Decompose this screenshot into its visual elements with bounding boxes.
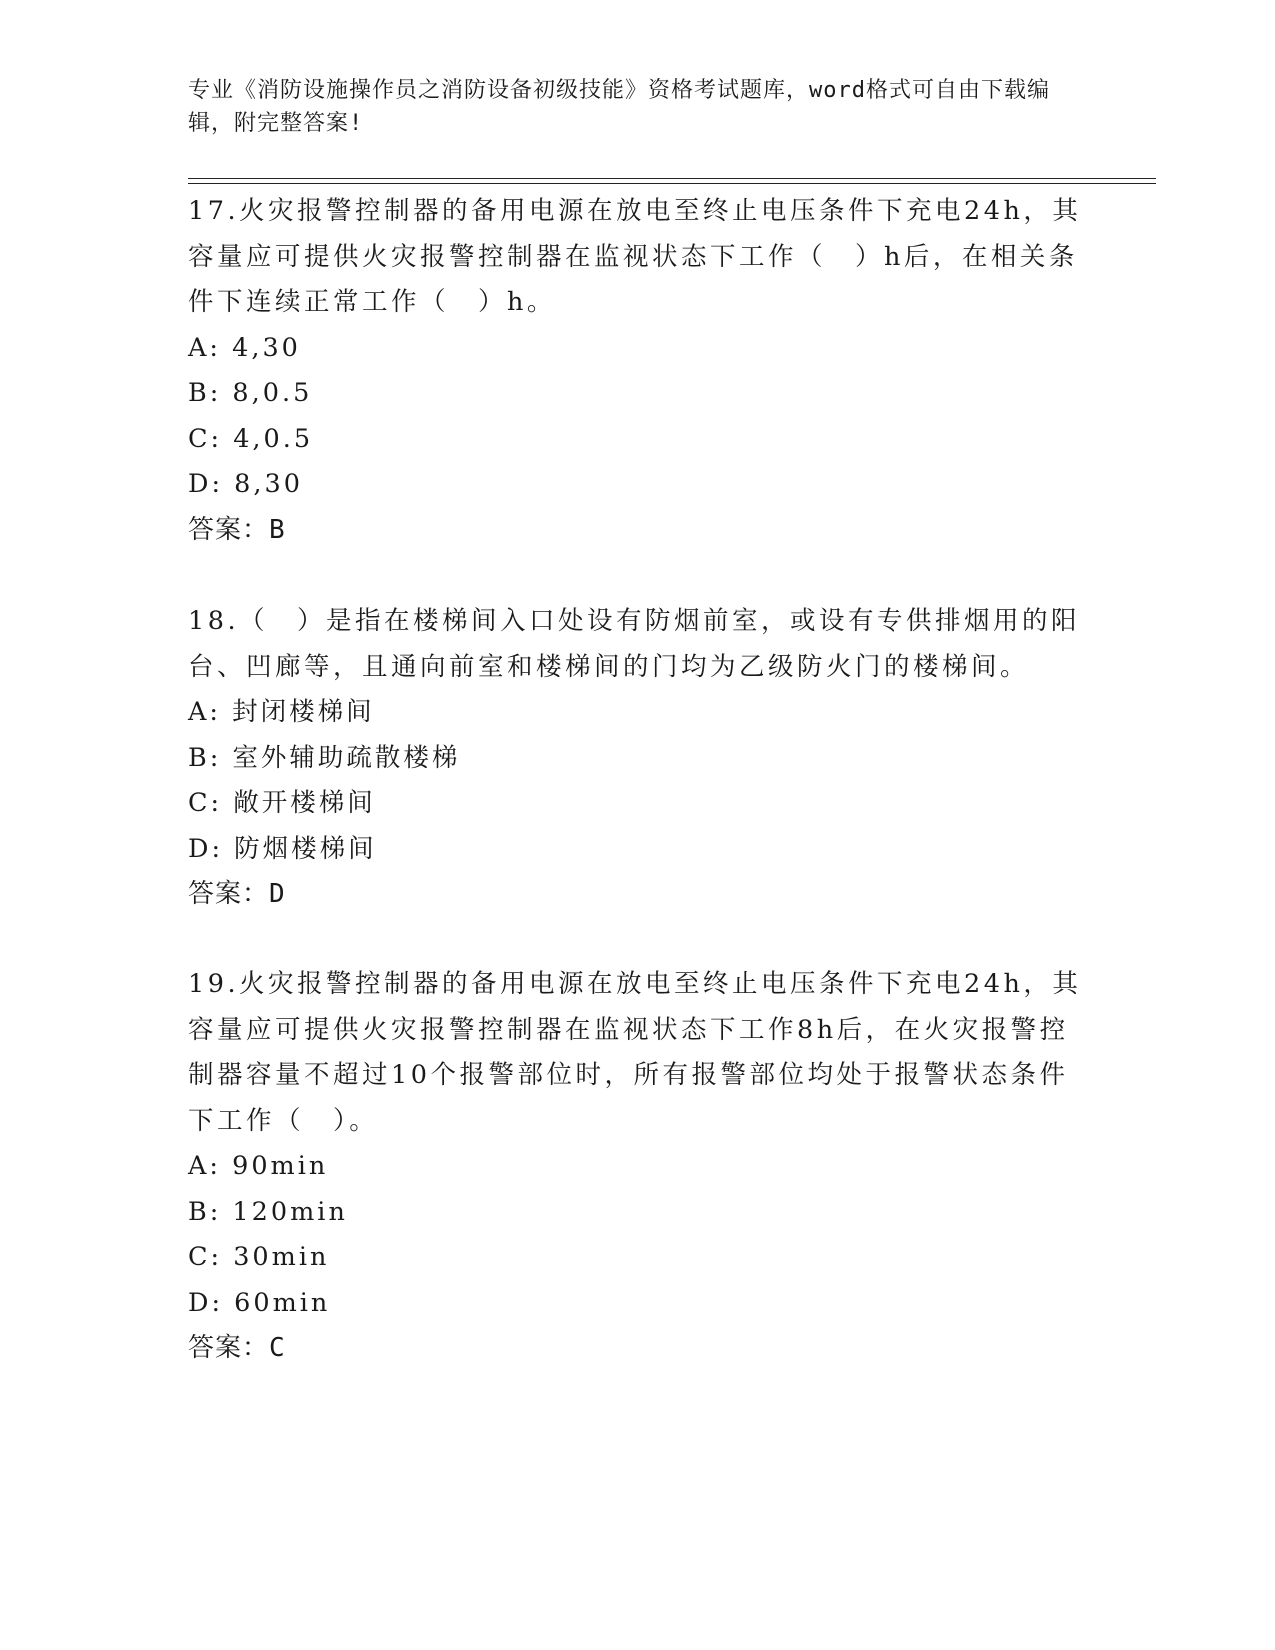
answer-line: 答案：D	[188, 879, 286, 909]
question-18	[188, 599, 1088, 918]
question-stem: 19.火灾报警控制器的备用电源在放电至终止电压条件下充电24h，其容量应可提供火灾报警控制器在监视状态下工作8h后，在火灾报警控制器容量不超过10个报警部位时，所有报警部位均处于报警状态条件下工作（ ）。	[188, 969, 1082, 1136]
option-d: D: 防烟楼梯间	[188, 833, 377, 864]
question-stem: 18.（ ）是指在楼梯间入口处设有防烟前室，或设有专供排烟用的阳台、凹廊等，且通向前室和楼梯间的门均为乙级防火门的楼梯间。	[188, 606, 1081, 682]
option-b: B: 8,0.5	[188, 378, 313, 408]
option-b: B: 120min	[188, 1196, 348, 1227]
option-d: D: 8,30	[188, 469, 303, 499]
option-a: A: 90min	[188, 1151, 329, 1181]
option-c: C: 30min	[188, 1242, 330, 1272]
header-divider-top	[188, 178, 1156, 179]
answer-line: 答案：B	[188, 514, 286, 545]
option-c: C: 敞开楼梯间	[188, 788, 376, 818]
option-d: D: 60min	[188, 1287, 331, 1318]
option-a: A: 封闭楼梯间	[188, 697, 375, 727]
document-header: 专业《消防设施操作员之消防设备初级技能》资格考试题库，word格式可自由下载编辑，附完整答案!	[188, 78, 1050, 136]
header-divider-bottom	[188, 183, 1156, 184]
option-a: A: 4,30	[188, 332, 301, 363]
option-c: C: 4,0.5	[188, 423, 314, 454]
option-b: B: 室外辅助疏散楼梯	[188, 742, 461, 773]
question-19	[188, 962, 1088, 1372]
question-stem: 17.火灾报警控制器的备用电源在放电至终止电压条件下充电24h，其容量应可提供火灾报警控制器在监视状态下工作（ ）h后，在相关条件下连续正常工作（ ）h。	[188, 196, 1082, 317]
question-17	[188, 189, 1088, 553]
answer-line: 答案：C	[188, 1333, 286, 1363]
